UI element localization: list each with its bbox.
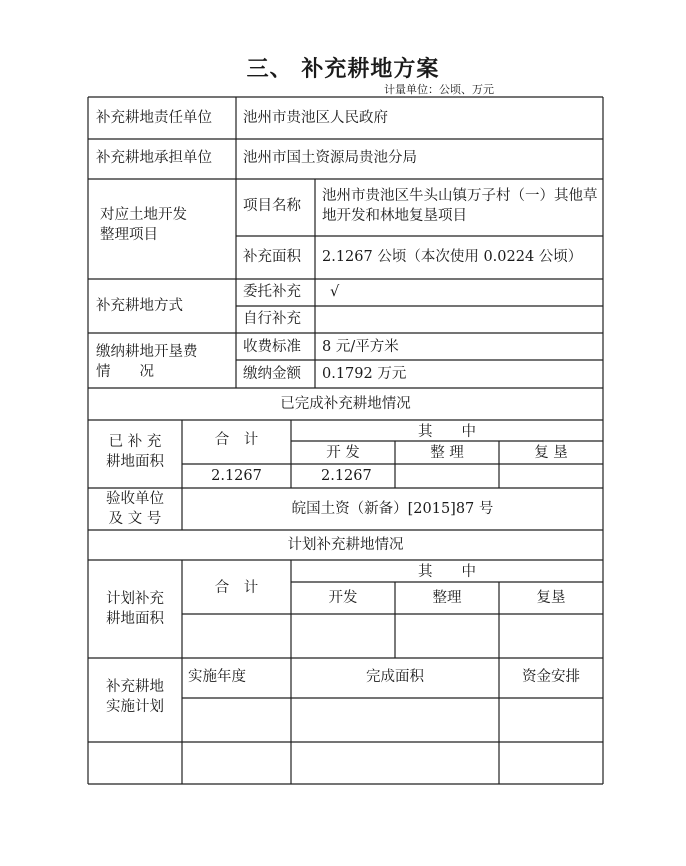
planned-reclaim-header: 复垦 [536,590,566,606]
plan-label: 补充耕地 实施计划 [106,679,164,716]
plan-fund-header: 资金安排 [522,669,580,685]
completed-section-title: 已完成补充耕地情况 [280,396,411,412]
page-title: 三、 补充耕地方案 [246,56,440,82]
completed-among-header: 其 中 [418,424,476,440]
area-label: 补充面积 [243,249,301,265]
project-name-label: 项目名称 [243,198,301,214]
fee-amount-label: 缴纳金额 [243,366,301,382]
method-entrust-check: √ [330,284,340,300]
completed-area-label: 已 补 充 耕地面积 [106,434,164,471]
plan-area-header: 完成面积 [366,669,424,685]
unit-note: 计量单位：公顷、万元 [384,83,494,96]
completed-develop-value: 2.1267 [321,468,372,484]
method-label: 补充耕地方式 [96,298,183,314]
fee-amount-value: 0.1792 万元 [322,366,407,382]
planned-arrange-header: 整理 [432,590,462,606]
fee-standard-label: 收费标准 [243,339,301,355]
undertaker-label: 补充耕地承担单位 [96,150,212,166]
acceptance-label: 验收单位 及 文 号 [106,491,164,528]
completed-total-value: 2.1267 [211,468,262,484]
method-self-label: 自行补充 [243,311,301,327]
completed-develop-header: 开 发 [326,445,360,461]
plan-year-header: 实施年度 [188,669,246,685]
responsible-label: 补充耕地责任单位 [96,110,212,126]
planned-section-title: 计划补充耕地情况 [287,537,404,553]
completed-arrange-header: 整 理 [430,445,464,461]
project-label: 对应土地开发 整理项目 [100,207,187,244]
responsible-value: 池州市贵池区人民政府 [243,110,388,126]
area-value: 2.1267 公顷（本次使用 0.0224 公顷） [322,249,583,265]
fee-standard-value: 8 元/平方米 [322,339,399,355]
acceptance-value: 皖国土资（新备）[2015]87 号 [291,501,494,517]
method-entrust-label: 委托补充 [243,284,301,300]
planned-area-label: 计划补充 耕地面积 [106,591,164,628]
undertaker-value: 池州市国土资源局贵池分局 [243,150,417,166]
fee-label: 缴纳耕地开垦费 情 况 [96,344,198,381]
completed-reclaim-header: 复 垦 [534,445,568,461]
completed-total-header: 合 计 [214,432,259,448]
planned-among-header: 其 中 [418,564,476,580]
planned-develop-header: 开发 [328,590,358,606]
project-name-value: 池州市贵池区牛头山镇万子村（一）其他草地开发和林地复垦项目 [322,188,598,225]
planned-total-header: 合 计 [214,580,259,596]
